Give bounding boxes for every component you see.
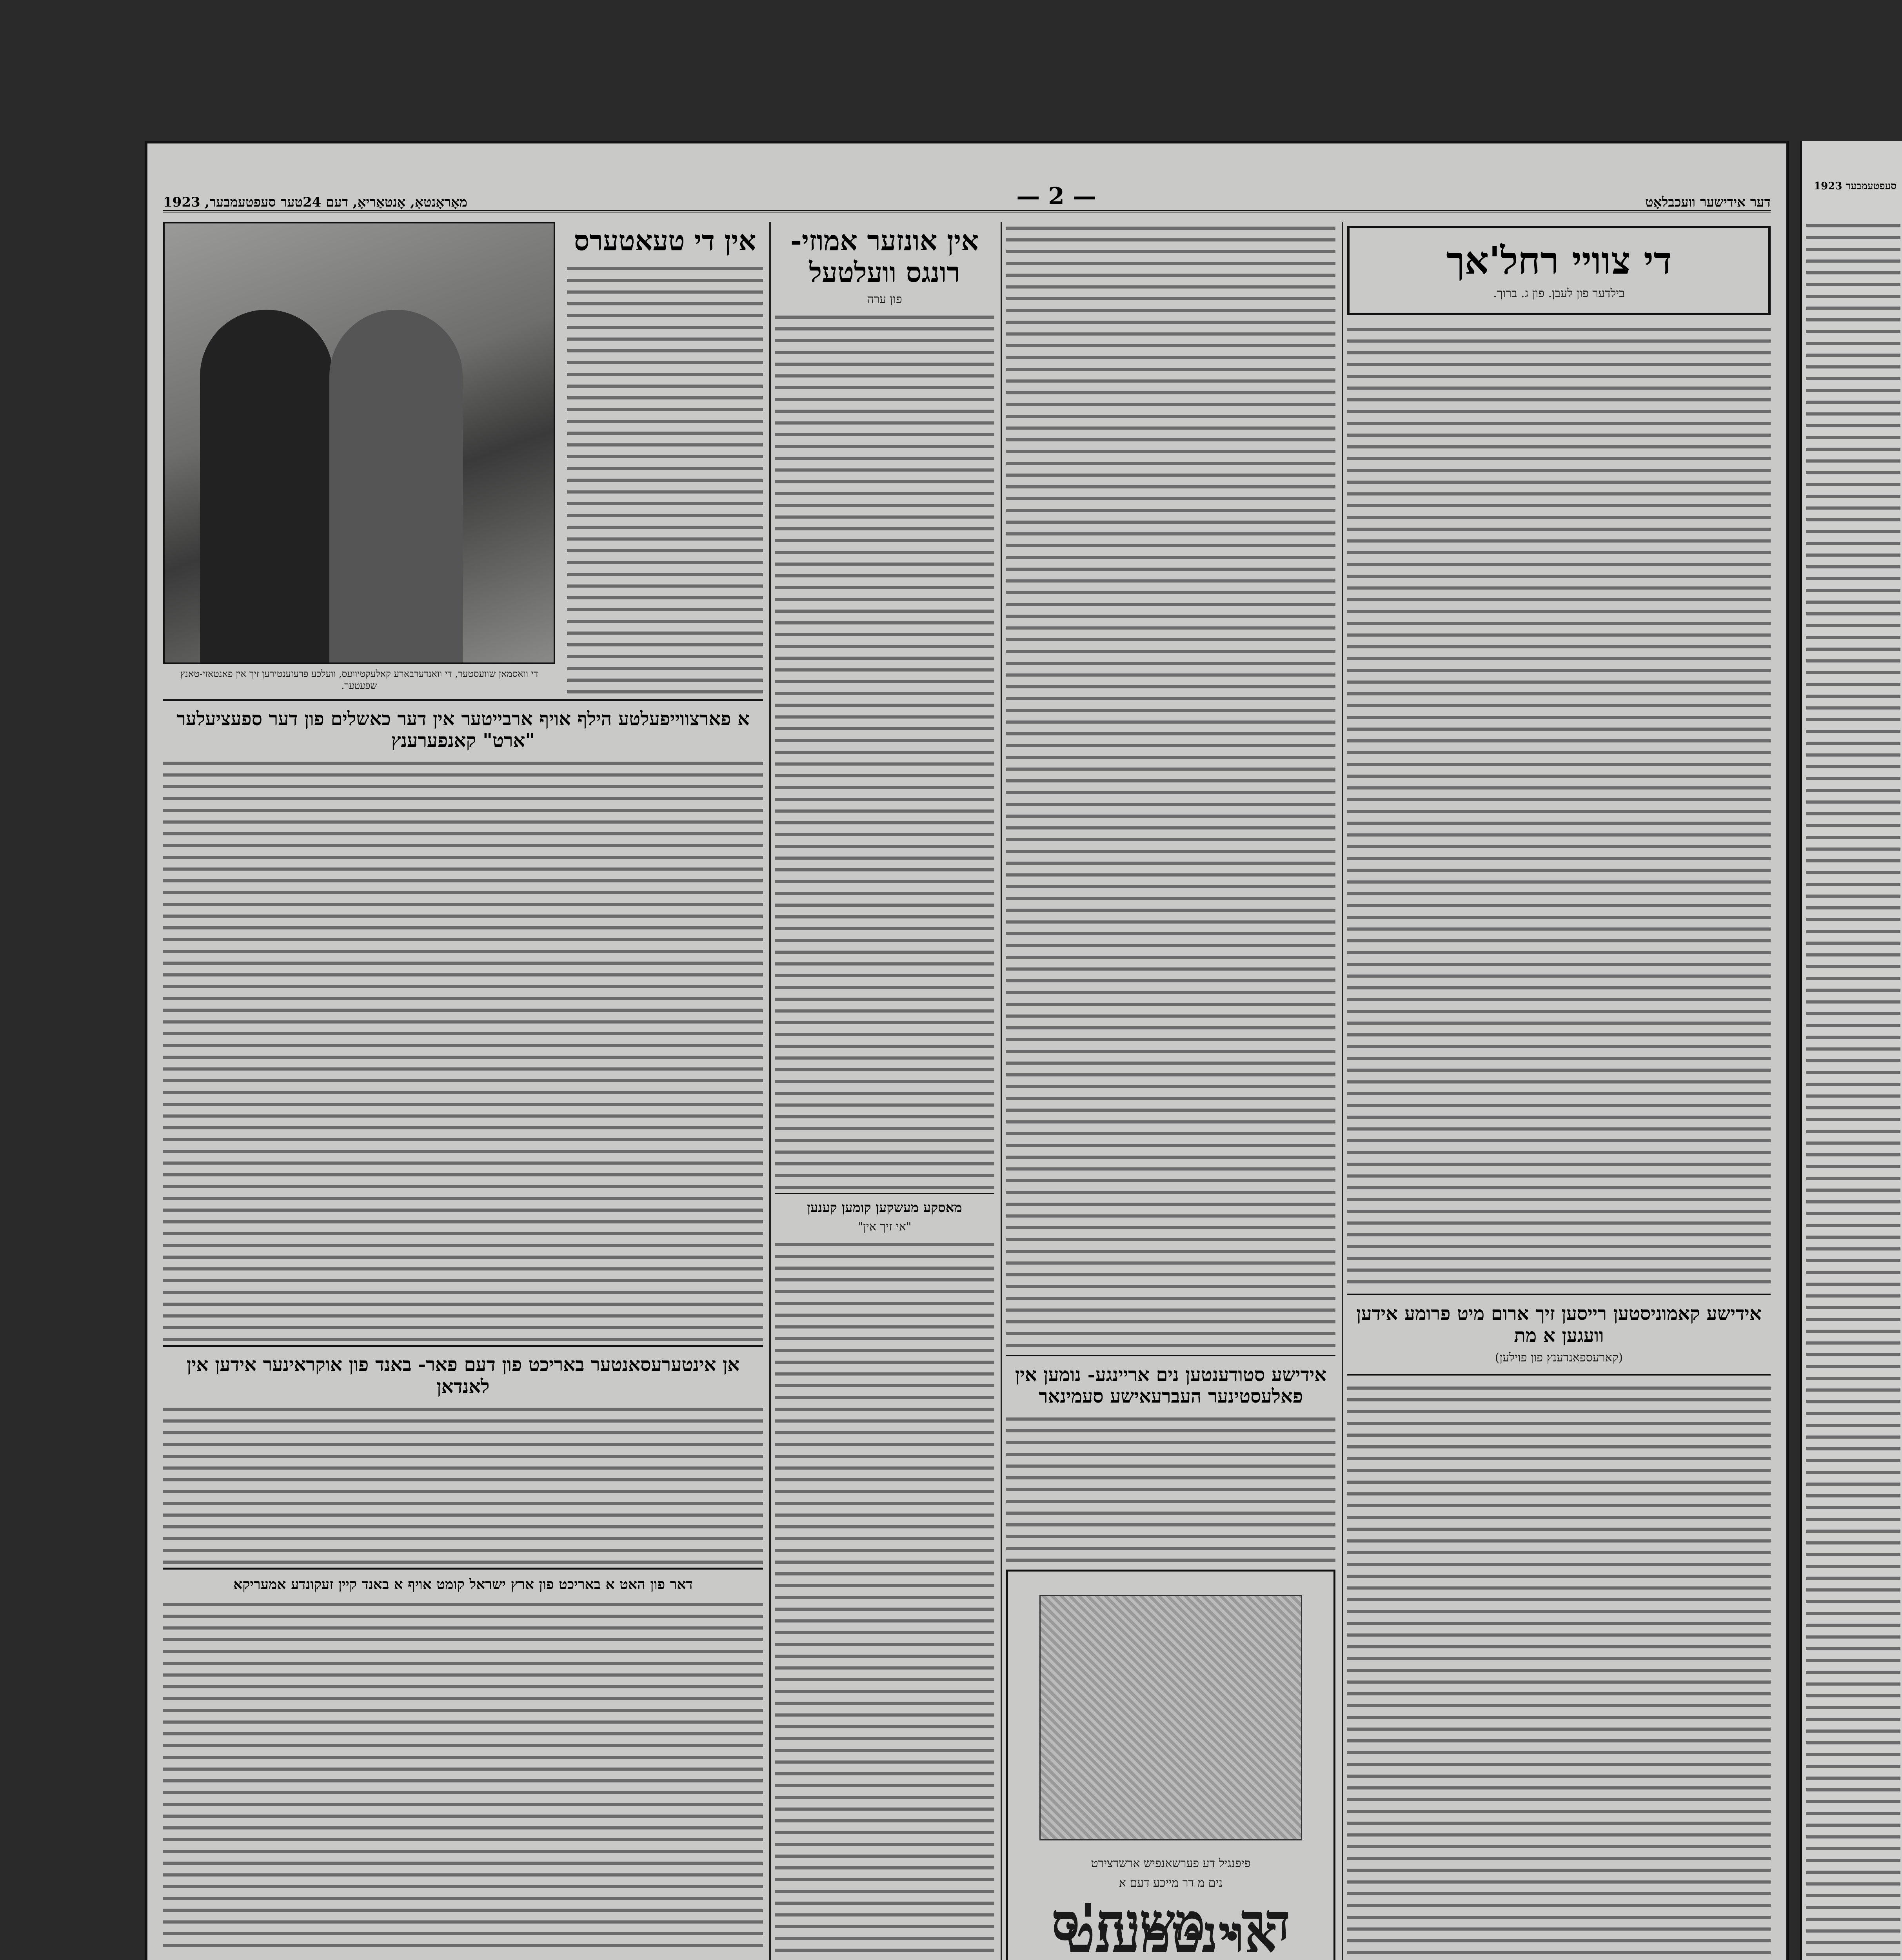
masthead-dateline: מאָראָנטאָ, אָנטאַריאָ, דעם 24טער סעפטעמבער, 1923 (163, 194, 467, 210)
column-2-heading-block (1006, 1355, 1335, 1407)
ad-illustration (1039, 1595, 1302, 1840)
column-4 (163, 222, 763, 1960)
column-4-heading-3 (163, 1345, 763, 1397)
column-1 (1347, 222, 1771, 1960)
adjacent-page-edge (1800, 141, 1902, 1960)
column-3-subheading-block (775, 1193, 994, 1233)
column-4-top (163, 222, 763, 699)
ad-headline: דר. משיח'ס אוינטמענט (1051, 1892, 1291, 1960)
column-4-headline-2: א פארצווייפעלטע הילף אויף ארבייטער אין דער כאשלים פון דער ספעציעלער "ארט" קאנפערענץ (176, 708, 750, 752)
second-story-body (1347, 1382, 1771, 1960)
column-3-subheading-2: "אי זיך אין" (857, 1220, 912, 1234)
adjacent-page-header: סעפטעמבער 1923 (1814, 180, 1897, 192)
column-4-body-2 (163, 757, 763, 1345)
column-3-byline: פון ערה (867, 292, 902, 306)
second-story-headline: אידישע קאמוניסטען רייסען זיך ארום מיט פרומע אידען וועגען א מת (1356, 1303, 1762, 1347)
story-subtitle: בילדער פון לעבן. פון ג. ברוך. (1493, 287, 1625, 301)
masthead (163, 183, 1771, 212)
column-2 (1006, 222, 1335, 1960)
masthead-paper-name: דער אידישער וועכבלאָט (1645, 194, 1771, 210)
adjacent-page-body (1806, 220, 1900, 1960)
story-body (1347, 323, 1771, 1287)
column-3-title: אין אונזער אמוזי- רונגס וועלטעל (790, 224, 979, 289)
second-story-sub: (קארעספאנדענץ פון פוילען) (1495, 1350, 1623, 1365)
column-4-body-4 (163, 1598, 763, 1951)
photo-block (163, 222, 555, 699)
column-4-heading-2 (163, 699, 763, 751)
theatre-body (567, 262, 763, 693)
column-4-heading-4 (163, 1568, 763, 1593)
column-3-subheading: מאסקע מעשקען קומען קענען (807, 1200, 962, 1216)
second-story-header (1347, 1294, 1771, 1375)
column-3 (775, 222, 994, 1960)
photo-caption: די וואסמאן שוועסטער, די וואנדערבארע קאלעקטיוועס, וועלכע פרעזענטירען זיך אין פאנטאזי-טאנץ שפעטער. (180, 668, 538, 691)
story-title-box (1347, 226, 1771, 315)
column-4-headline-4: דאר פון האט א באריכט פון ארץ ישראל קומט אויף א באנד קיין זעקונדע אמעריקא (233, 1576, 693, 1593)
ad-line-1: פיפנגיל דע פערשאנפיש ארשדצירט (1091, 1857, 1251, 1871)
column-2-lower-body (1006, 1413, 1335, 1570)
story-title: די צוויי רחל'אך (1446, 238, 1672, 283)
theatre-column (567, 222, 763, 699)
column-3-body (775, 311, 994, 1193)
column-4-body-3 (163, 1403, 763, 1568)
ad-line-2: נים מ דר מייכע דעם א (1119, 1876, 1223, 1890)
column-4-headline-3: אן אינטערעסאנטער באריכט פון דעם פאר- באנד פון אוקראינער אידען אין לאנדאן (186, 1354, 740, 1397)
newspaper-page (145, 141, 1789, 1960)
theatre-title: אין די טעאטערס (574, 224, 756, 257)
advertisement (1006, 1570, 1335, 1960)
column-2-body (1006, 222, 1335, 1351)
photo-sisters (163, 222, 555, 664)
column-3-lower-body (775, 1238, 994, 1960)
column-2-headline: אידישע סטודענטען נים אריינגע- נומען אין פאלעסטינער העברעאישע סעמינאר (1015, 1364, 1327, 1408)
page-number: — 2 — (1016, 183, 1096, 210)
